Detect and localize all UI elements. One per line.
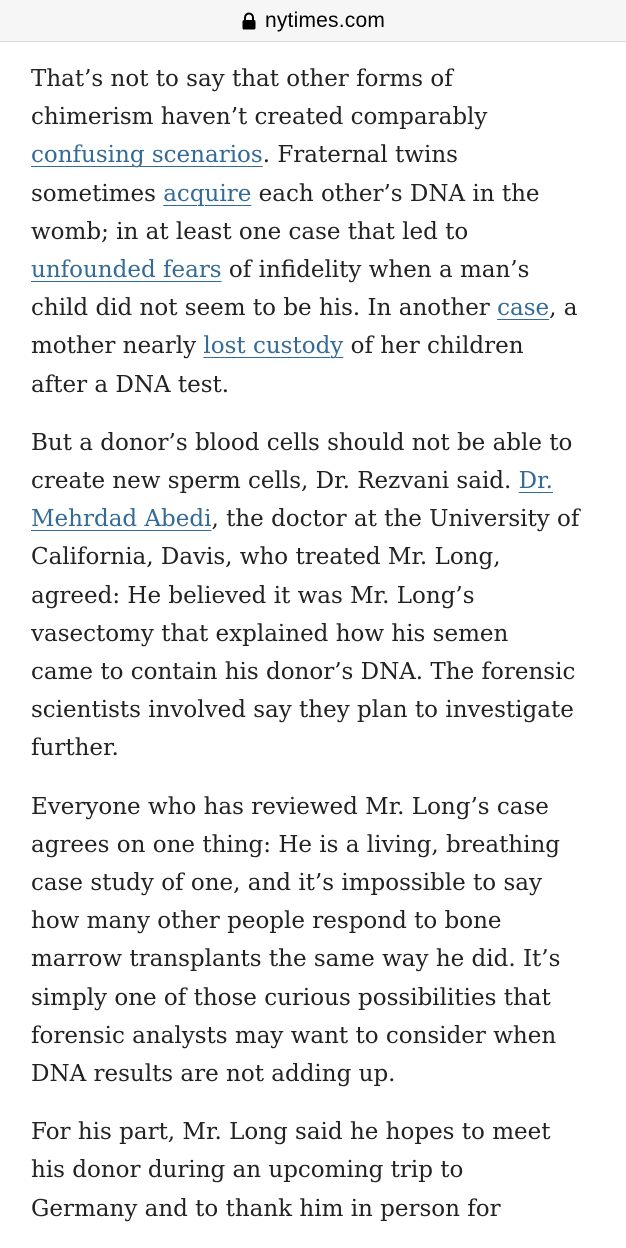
- text-line: agreed: He believed it was Mr. Long’s: [31, 582, 475, 609]
- text-run: each other’s DNA in the: [251, 180, 540, 207]
- text-line: womb; in at least one case that led to: [31, 218, 469, 245]
- text-line: [31, 136, 613, 174]
- paragraph-mr-long-donor: [31, 1113, 613, 1228]
- paragraph-donor-cells: [31, 424, 613, 768]
- text-line: [31, 327, 613, 365]
- text-run: child did not seem to be his. In another: [31, 295, 498, 322]
- lock-icon: [241, 12, 257, 30]
- text-line: case study of one, and it’s impossible to say: [31, 870, 542, 897]
- text-run: mother nearly: [31, 333, 204, 360]
- paragraph-case-study: [31, 788, 613, 1094]
- paragraph-chimerism: [31, 60, 613, 404]
- text-line: after a DNA test.: [31, 371, 230, 398]
- text-line: [31, 462, 613, 500]
- link-unfounded-fears[interactable]: unfounded fears: [31, 257, 222, 284]
- text-line: his donor during an upcoming trip to: [31, 1157, 464, 1184]
- text-line: For his part, Mr. Long said he hopes to meet: [31, 1119, 551, 1146]
- text-run: , a: [549, 295, 578, 322]
- text-line: agrees on one thing: He is a living, breathing: [31, 831, 561, 858]
- text-line: chimerism haven’t created comparably: [31, 104, 488, 131]
- text-line: scientists involved say they plan to investigate: [31, 697, 574, 724]
- link-mehrdad-abedi[interactable]: Mehrdad Abedi: [31, 506, 212, 533]
- text-line: [31, 175, 613, 213]
- text-line: marrow transplants the same way he did. It’s: [31, 946, 561, 973]
- text-line: DNA results are not adding up.: [31, 1061, 396, 1088]
- link-acquire[interactable]: acquire: [163, 180, 252, 207]
- text-run: sometimes: [31, 180, 164, 207]
- text-run: , the doctor at the University of: [211, 506, 580, 533]
- text-line: But a donor’s blood cells should not be able to: [31, 429, 573, 456]
- text-run: . Fraternal twins: [262, 142, 458, 169]
- text-run: create new sperm cells, Dr. Rezvani said.: [31, 468, 519, 495]
- text-line: That’s not to say that other forms of: [31, 66, 453, 92]
- text-line: further.: [31, 735, 119, 762]
- url-domain: nytimes.com: [264, 8, 386, 32]
- text-line: came to contain his donor’s DNA. The forensic: [31, 659, 576, 686]
- text-line: Everyone who has reviewed Mr. Long’s case: [31, 793, 549, 820]
- browser-url-bar[interactable]: [0, 0, 626, 42]
- text-run: of her children: [343, 333, 524, 360]
- article-body: [31, 60, 613, 1248]
- link-case[interactable]: case: [497, 295, 550, 322]
- link-dr-mehrdad-abedi[interactable]: Dr.: [518, 468, 553, 495]
- text-line: vasectomy that explained how his semen: [31, 620, 509, 647]
- text-line: California, Davis, who treated Mr. Long,: [31, 544, 501, 571]
- text-line: forensic analysts may want to consider when: [31, 1022, 557, 1049]
- text-line: Germany and to thank him in person for: [31, 1195, 501, 1222]
- text-line: simply one of those curious possibilities that: [31, 984, 551, 1011]
- link-confusing-scenarios[interactable]: confusing scenarios: [31, 142, 263, 169]
- text-line: how many other people respond to bone: [31, 908, 502, 935]
- text-line: [31, 289, 613, 327]
- link-lost-custody[interactable]: lost custody: [203, 333, 344, 360]
- text-line: [31, 500, 613, 538]
- text-run: of infidelity when a man’s: [221, 257, 530, 284]
- text-line: [31, 251, 613, 289]
